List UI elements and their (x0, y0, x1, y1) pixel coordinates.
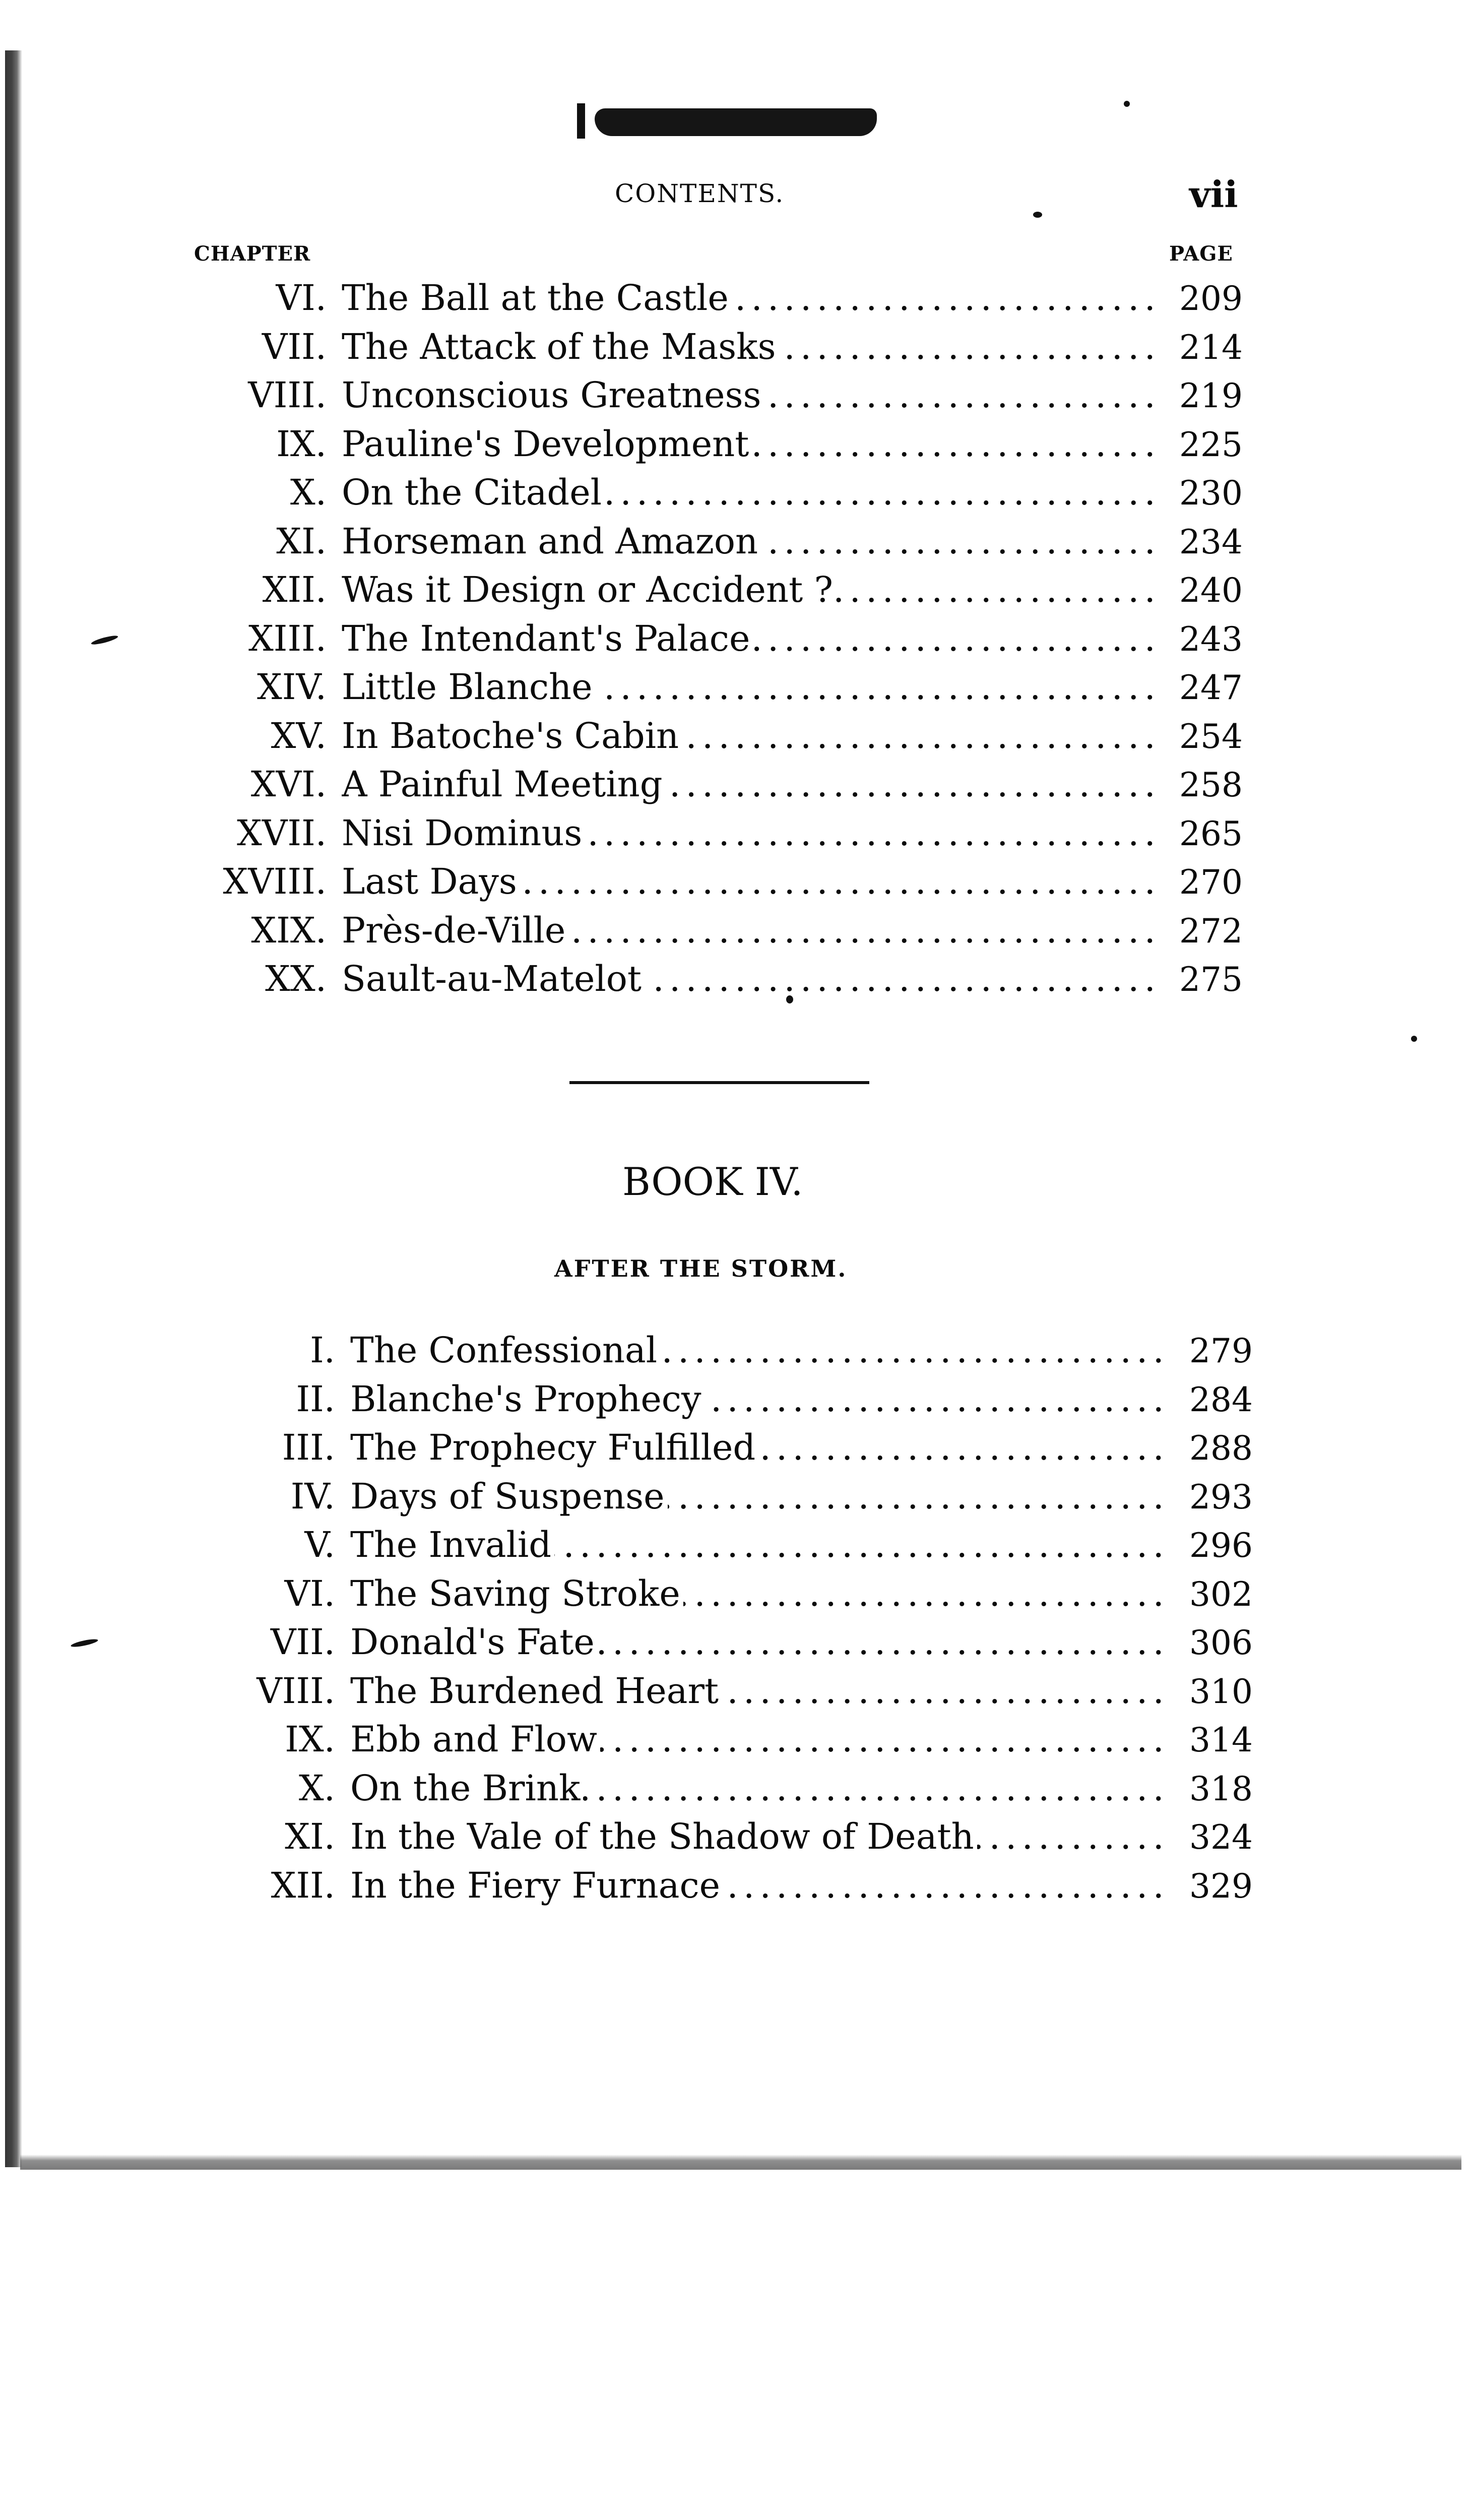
chapter-title-leader (342, 521, 1153, 562)
chapter-page-number: 270 (1179, 863, 1472, 2520)
chapter-title: Ebb and Flow (350, 1719, 600, 1760)
toc-entry (0, 370, 1472, 419)
chapter-page-number: 254 (1179, 717, 1472, 2520)
toc-entry (0, 1861, 1472, 1910)
toc-entry (0, 1666, 1472, 1715)
toc-entry (0, 1617, 1472, 1666)
chapter-title-leader (342, 326, 1153, 367)
chapter-title: The Invalid (350, 1524, 554, 1565)
chapter-numeral: XI. (212, 1816, 335, 1857)
chapter-title-leader (350, 1427, 1172, 1468)
chapter-numeral: VII. (166, 326, 327, 367)
chapter-title: The Confessional (350, 1330, 660, 1371)
chapter-numeral: VI. (166, 277, 327, 319)
chapter-title-leader (350, 1768, 1172, 1809)
contents-list-part1 (0, 273, 1472, 1003)
chapter-title-leader (350, 1670, 1172, 1712)
chapter-page-number: 272 (1179, 912, 1472, 2520)
chapter-numeral: X. (212, 1768, 335, 1809)
contents-list-part2 (0, 1326, 1472, 1909)
chapter-title-leader (350, 1573, 1172, 1614)
toc-entry (0, 419, 1472, 468)
chapter-column-heading: CHAPTER (194, 242, 310, 266)
chapter-numeral: VIII. (212, 1670, 335, 1712)
toc-entry (0, 517, 1472, 565)
chapter-page-number: 324 (1189, 1818, 1472, 2520)
chapter-numeral: XIV. (166, 666, 327, 708)
toc-entry (0, 1715, 1472, 1763)
chapter-page-number: 302 (1189, 1575, 1472, 2520)
chapter-page-number: 314 (1189, 1721, 1472, 2520)
chapter-title-leader (342, 764, 1153, 805)
chapter-page-number: 265 (1179, 814, 1472, 2520)
page-column-heading: PAGE (1169, 242, 1233, 266)
chapter-title-leader (350, 1865, 1172, 1906)
chapter-page-number: 214 (1179, 328, 1472, 2508)
chapter-title-leader (342, 958, 1153, 999)
chapter-title-leader (342, 910, 1153, 951)
toc-entry (0, 711, 1472, 760)
ink-mark (577, 103, 585, 139)
chapter-title-leader (342, 423, 1153, 465)
chapter-title: On the Brink (350, 1768, 583, 1809)
chapter-title: The Burdened Heart (350, 1670, 722, 1712)
book-subtitle: AFTER THE STORM. (554, 1255, 847, 1282)
chapter-numeral: II. (212, 1378, 335, 1420)
page-number: vii (1189, 173, 1238, 216)
torn-ornament (595, 108, 877, 136)
chapter-numeral: V. (212, 1524, 335, 1565)
chapter-numeral: XV. (166, 715, 327, 757)
chapter-numeral: XI. (166, 521, 327, 562)
toc-entry (0, 565, 1472, 614)
chapter-page-number: 279 (1189, 1332, 1472, 2520)
chapter-title: Last Days (342, 861, 520, 902)
chapter-title-leader (342, 666, 1153, 708)
chapter-title-leader (350, 1476, 1172, 1517)
running-header (0, 174, 1472, 214)
chapter-title: Près-de-Ville (342, 910, 568, 951)
chapter-page-number: 240 (1179, 571, 1472, 2520)
chapter-title-leader (342, 812, 1153, 854)
chapter-page-number: 247 (1179, 668, 1472, 2520)
toc-entry (0, 1569, 1472, 1618)
chapter-numeral: XVII. (166, 812, 327, 854)
chapter-title-leader (350, 1719, 1172, 1760)
chapter-numeral: XVI. (166, 764, 327, 805)
chapter-title-leader (342, 861, 1153, 902)
chapter-page-number: 284 (1189, 1380, 1472, 2520)
chapter-page-number: 209 (1179, 279, 1472, 2460)
chapter-page-number: 225 (1179, 425, 1472, 2520)
chapter-page-number: 288 (1189, 1429, 1472, 2520)
toc-entry (0, 1374, 1472, 1423)
chapter-title-leader (350, 1816, 1172, 1857)
chapter-title: The Ball at the Castle (342, 277, 732, 319)
chapter-title: The Attack of the Masks (342, 326, 779, 367)
chapter-numeral: I. (212, 1330, 335, 1371)
toc-entry (0, 1423, 1472, 1472)
book-heading: BOOK IV. (622, 1159, 803, 1204)
chapter-title-leader (350, 1621, 1172, 1663)
toc-entry (0, 906, 1472, 955)
toc-entry (0, 662, 1472, 711)
chapter-title: Was it Design or Accident ? (342, 569, 836, 610)
chapter-title: In the Vale of the Shadow of Death (350, 1816, 977, 1857)
chapter-title: Days of Suspense (350, 1476, 668, 1517)
chapter-numeral: IX. (166, 423, 327, 465)
ink-speck (1411, 1036, 1417, 1042)
chapter-title: The Saving Stroke (350, 1573, 683, 1614)
chapter-numeral: IX. (212, 1719, 335, 1760)
chapter-page-number: 243 (1179, 620, 1472, 2520)
chapter-numeral: X. (166, 472, 327, 513)
chapter-title-leader (342, 618, 1153, 659)
chapter-page-number: 306 (1189, 1623, 1472, 2520)
toc-entry (0, 322, 1472, 371)
toc-entry (0, 808, 1472, 857)
chapter-page-number: 329 (1189, 1867, 1472, 2520)
chapter-numeral: XIX. (166, 910, 327, 951)
toc-entry (0, 1472, 1472, 1521)
chapter-title: A Painful Meeting (342, 764, 666, 805)
chapter-title: On the Citadel (342, 472, 605, 513)
chapter-page-number: 296 (1189, 1526, 1472, 2520)
chapter-numeral: VI. (212, 1573, 335, 1614)
chapter-page-number: 275 (1179, 960, 1472, 2520)
toc-entry (0, 760, 1472, 808)
chapter-page-number: 230 (1179, 474, 1472, 2520)
toc-entry (0, 1812, 1472, 1861)
chapter-title-leader (350, 1524, 1172, 1565)
chapter-title: The Intendant's Palace (342, 618, 753, 659)
chapter-page-number: 318 (1189, 1770, 1472, 2520)
chapter-numeral: XII. (166, 569, 327, 610)
toc-entry (0, 1763, 1472, 1812)
chapter-title-leader (342, 374, 1153, 416)
ink-speck (1033, 212, 1042, 218)
chapter-title-leader (350, 1378, 1172, 1420)
toc-entry (0, 614, 1472, 663)
page-title: CONTENTS. (615, 179, 784, 208)
chapter-title-leader (342, 472, 1153, 513)
chapter-title: Sault-au-Matelot (342, 958, 645, 999)
chapter-page-number: 258 (1179, 766, 1472, 2520)
column-headings (0, 242, 1472, 272)
chapter-numeral: IV. (212, 1476, 335, 1517)
chapter-title: In the Fiery Furnace (350, 1865, 723, 1906)
toc-entry (0, 1520, 1472, 1569)
toc-entry (0, 273, 1472, 322)
chapter-numeral: VII. (212, 1621, 335, 1663)
chapter-title: Unconscious Greatness (342, 374, 764, 416)
chapter-numeral: XVIII. (166, 861, 327, 902)
chapter-title: Pauline's Development (342, 423, 752, 465)
chapter-title: Blanche's Prophecy (350, 1378, 705, 1420)
ink-speck (1124, 101, 1130, 107)
chapter-numeral: III. (212, 1427, 335, 1468)
chapter-numeral: VIII. (166, 374, 327, 416)
chapter-page-number: 293 (1189, 1478, 1472, 2520)
chapter-page-number: 310 (1189, 1672, 1472, 2520)
chapter-title: The Prophecy Fulfilled (350, 1427, 758, 1468)
chapter-page-number: 219 (1179, 376, 1472, 2520)
chapter-title: Nisi Dominus (342, 812, 585, 854)
chapter-numeral: XII. (212, 1865, 335, 1906)
toc-entry (0, 954, 1472, 1003)
section-divider (569, 1081, 869, 1084)
chapter-numeral: XIII. (166, 618, 327, 659)
chapter-numeral: XX. (166, 958, 327, 999)
chapter-title-leader (342, 569, 1153, 610)
chapter-title-leader (342, 715, 1153, 757)
toc-entry (0, 857, 1472, 906)
chapter-page-number: 234 (1179, 523, 1472, 2520)
toc-entry (0, 468, 1472, 517)
chapter-title: In Batoche's Cabin (342, 715, 682, 757)
chapter-title-leader (342, 277, 1153, 319)
chapter-title: Donald's Fate (350, 1621, 598, 1663)
toc-entry (0, 1326, 1472, 1374)
chapter-title: Little Blanche (342, 666, 596, 708)
chapter-title-leader (350, 1330, 1172, 1371)
chapter-title: Horseman and Amazon (342, 521, 761, 562)
